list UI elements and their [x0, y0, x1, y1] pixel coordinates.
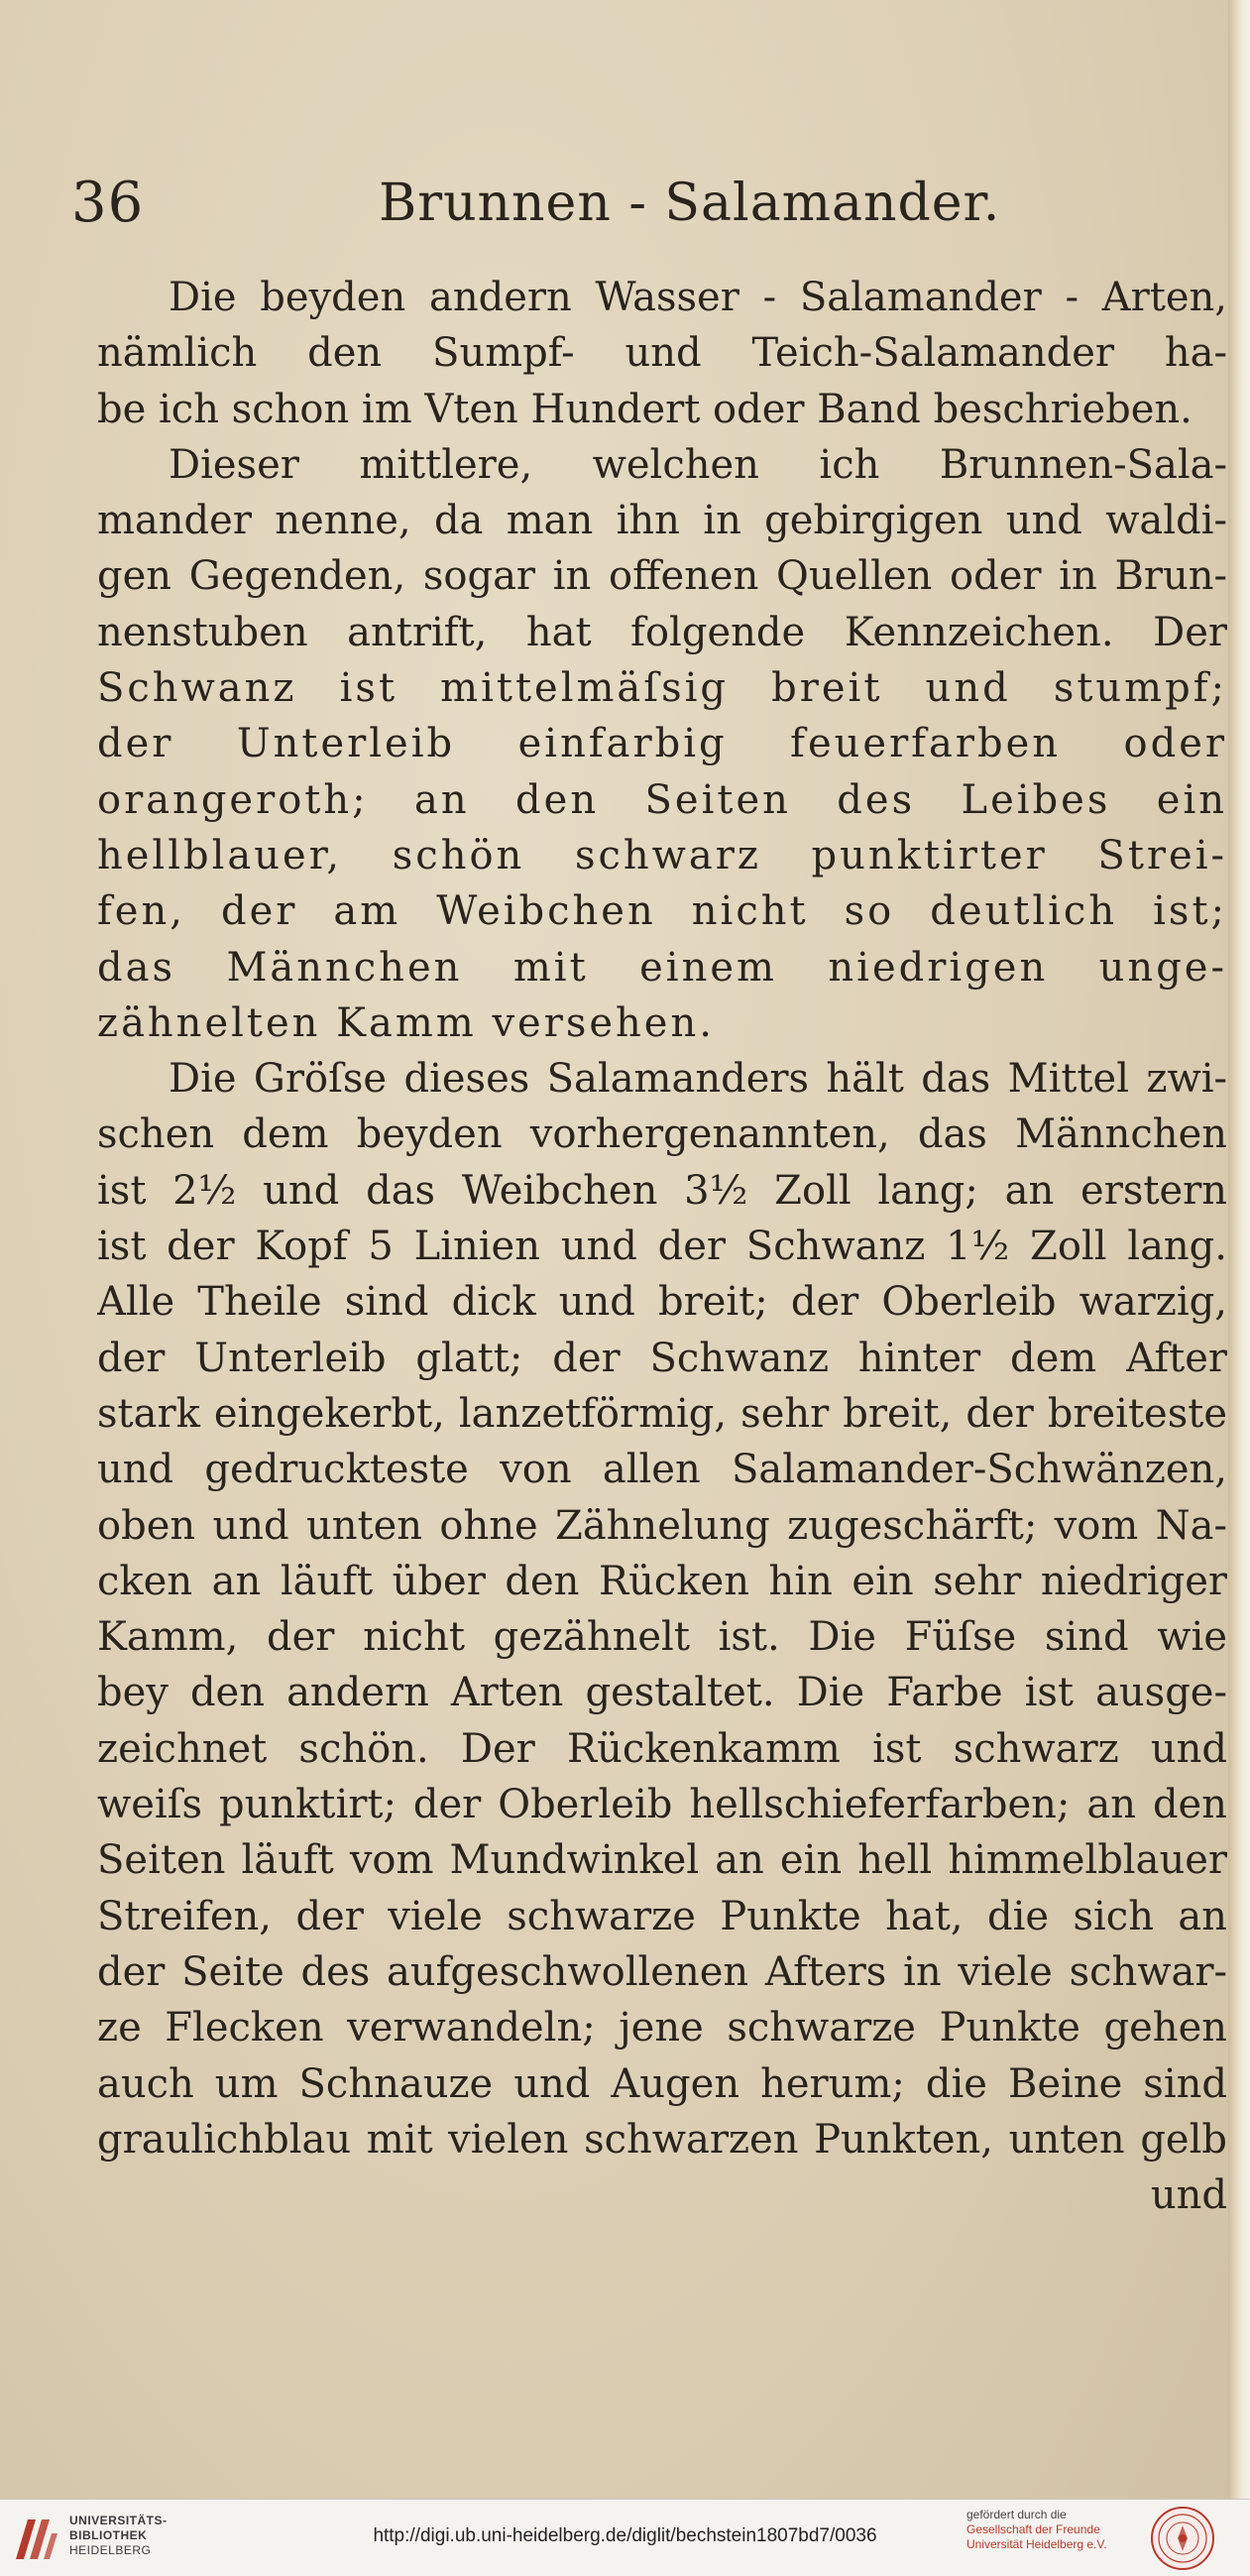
text-line: das Männchen mit einem niedrigen unge-	[97, 944, 1227, 991]
text-line: bey den andern Arten gestaltet. Die Farbe ist ausge-	[97, 1670, 1227, 1716]
text-line: ist 2½ und das Weibchen 3½ Zoll lang; an erstern	[97, 1167, 1227, 1214]
text-line: oben und unten ohne Zähnelung zugeschärft; vom Na-	[97, 1502, 1227, 1549]
text-line: Dieser mittlere, welchen ich Brunnen-Sala-	[169, 441, 1227, 488]
text-line: der Unterleib glatt; der Schwanz hinter dem After	[97, 1335, 1227, 1381]
body-text	[97, 270, 1227, 2223]
text-line: der Unterleib einfarbig feuerfarben oder	[97, 721, 1227, 767]
page-header	[71, 169, 1211, 238]
text-line: Schwanz ist mittelmäſsig breit und stumpf;	[97, 665, 1227, 712]
text-line: weiſs punktirt; der Oberleib hellschieferfarben; an den	[97, 1782, 1227, 1828]
text-line: graulichblau mit vielen schwarzen Punkten, unten gelb	[97, 2116, 1227, 2163]
text-line: und gedruckteste von allen Salamander-Schwänzen,	[97, 1447, 1227, 1493]
text-line: orangeroth; an den Seiten des Leibes ein	[97, 776, 1227, 823]
text-line: be ich schon im Vten Hundert oder Band beschrieben.	[97, 386, 1193, 432]
sponsor-line: Universität Heidelberg e.V.	[966, 2537, 1107, 2551]
text-line: nenstuben antrift, hat folgende Kennzeichen. Der	[97, 609, 1227, 655]
sponsor-text[interactable]	[966, 2508, 1107, 2552]
text-line: zeichnet schön. Der Rückenkamm ist schwarz und	[97, 1725, 1227, 1772]
text-line: auch um Schnauze und Augen herum; die Beine sind	[97, 2060, 1227, 2107]
page-number: 36	[71, 171, 145, 235]
text-line: stark eingekerbt, lanzetförmig, sehr breit, der breiteste	[97, 1390, 1227, 1437]
running-title: Brunnen - Salamander.	[379, 174, 1001, 233]
text-line: ze Flecken verwandeln; jene schwarze Punkte gehen	[97, 2005, 1227, 2051]
sponsor-line: gefördert durch die	[966, 2508, 1067, 2521]
text-line: hellblauer, schön schwarz punktirter Strei-	[97, 832, 1227, 878]
text-line: Alle Theile sind dick und breit; der Oberleib warzig,	[97, 1279, 1227, 1326]
library-name-line: BIBLIOTHEK	[69, 2528, 148, 2542]
permalink-url[interactable]: http://digi.ub.uni-heidelberg.de/diglit/bechstein1807bd7/0036	[373, 2525, 877, 2546]
text-line: Kamm, der nicht gezähnelt ist. Die Füſse sind wie	[97, 1614, 1227, 1661]
sponsor-line: Gesellschaft der Freunde	[966, 2522, 1100, 2536]
university-seal-icon[interactable]	[1150, 2506, 1215, 2571]
library-name-line: HEIDELBERG	[69, 2543, 152, 2557]
text-line: Seiten läuft vom Mundwinkel an ein hell himmelblauer	[97, 1837, 1227, 1884]
text-line: ist der Kopf 5 Linien und der Schwanz 1½ Zoll lang.	[97, 1224, 1227, 1270]
text-line: mander nenne, da man ihn in gebirgigen und waldi-	[97, 498, 1227, 544]
text-line: cken an läuft über den Rücken hin ein sehr niedriger	[97, 1558, 1227, 1604]
page-edge-shadow	[1228, 0, 1250, 2499]
text-line: zähnelten Kamm versehen.	[97, 999, 715, 1046]
catchword: und	[1150, 2172, 1227, 2219]
text-line: schen dem beyden vorhergenannten, das Männchen	[97, 1112, 1227, 1158]
text-line: der Seite des aufgeschwollenen Afters in viele schwar-	[97, 1948, 1227, 1995]
library-name-line: UNIVERSITÄTS-	[69, 2514, 168, 2527]
text-line: Die Gröſse dieses Salamanders hält das Mittel zwi-	[169, 1056, 1227, 1103]
text-line: gen Gegenden, sogar in offenen Quellen oder in Brun-	[97, 553, 1227, 600]
text-line: nämlich den Sumpf- und Teich-Salamander ha-	[97, 330, 1227, 377]
text-line: fen, der am Weibchen nicht so deutlich ist;	[97, 888, 1227, 935]
viewer-footer	[0, 2499, 1250, 2576]
text-line: Streifen, der viele schwarze Punkte hat, die sich an	[97, 1893, 1227, 1939]
text-line: Die beyden andern Wasser - Salamander - Arten,	[169, 275, 1227, 320]
